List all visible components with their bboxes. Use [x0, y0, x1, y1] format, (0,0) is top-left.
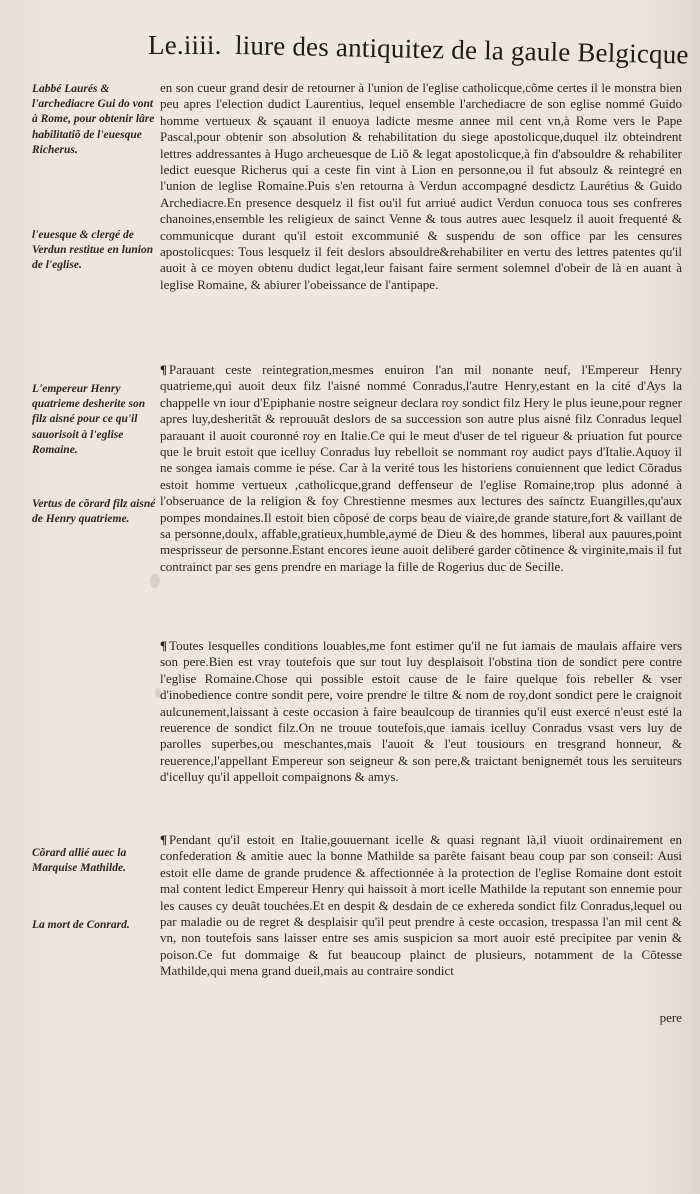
folio-number: Le.iiii. [148, 30, 222, 60]
paragraph-4-text: Pendant qu'il estoit en Italie,gouuernant icelle & quasi regnant là,il viuoit ordinairement en confederation & amitie auec la bonne Mathilde sa parête faisant beau coup par son conseil: Ausi estoit elle dame de grande prudence & affectionnée à la protection de l'eglise Romaine dont estoit mal content ledict Empereur Henry qui haissoit à mort icelle Mathilde la reputant son ennemie pour les causes cy deuãt touchées.Et en despit & desdain de ce exhereda sondict filz Conradus,lequel ou par maladie ou de regret & desplaisir qu'il peut prendre à ceste occasion, trespassa l'an mil cent & vn, non toutefois sans laisser entre ses amis suspicion sa mort auoir esté precipitee par venin & poison.Ce fut dommaige & fut beaucoup plainct de plusieurs, notamment de la Cõtesse Mathilde,qui mena grand dueil,mais au contraire sondict [160, 832, 682, 979]
catchword: pere [659, 1010, 682, 1025]
margin-note-conrad-mathilde: Cõrard allié auec la Marquise Mathilde. [32, 847, 127, 875]
paragraph-2 [160, 362, 682, 575]
margin-note-conrad-virtues: Vertus de cõrard filz aisné de Henry quatrieme. [32, 498, 156, 526]
pilcrow-mark: ¶ [160, 362, 168, 377]
running-title: liure des antiquitez de la gaule Belgicque [234, 30, 689, 70]
catchword-line [160, 1010, 682, 1026]
running-header [148, 30, 689, 70]
margin-note-emperor-henry: L'empereur Henry quatrieme desherite son filz aisné pour ce qu'il sauorisoit à l'eglise Romaine. [32, 383, 146, 456]
paper-stain [155, 688, 161, 698]
paragraph-2-text: Parauant ceste reintegration,mesmes enuiron l'an mil nonante neuf, l'Empereur Henry quatrieme,qui auoit deux filz l'aisné nommé Conradus,l'autre Henry,estant en la cité d'Ays la chappelle vn iour d'Epiphanie nostre seigneur declara roy sondict filz Hery le plus ieune,pour regner apres luy,desheritãt & reprouuãt deslors de sa succession son autre plus aisné filz Conradus lequel parauant il auoit couronné roy en Italie.Ce qui le meut d'user de tel rigueur & priuation fut pource que le bruit estoit que icelluy Conradus luy rebelloit se nommant roy audict pays d'Italie.Aquoy il ne songea iamais comme ie pése. Car à la verité tous les historiens conuiennent que ledict Cõradus estoit homme vertueux ,catholicque,grand deffenseur de l'eglise Romaine,trop plus adonné à l'obseruance de la religion & foy Chrestienne mesmes aux lectures des saínctz Euangilles,qu'aux pompes mondaines.Il estoit bien cõposé de corps beau de viaire,de grande stature,fort & vaillant de sa personne,doulx, affable,gratieux,humble,aymé de Dieu & des hommes, liberal aux pauures,point mesprisseur de personne.Estant encores ieune auoit deliberé garder cõtinence & virginite,mais il fut contrainct par ses gens prendre en mariage la fille de Rogerius duc de Secille. [160, 362, 682, 574]
pilcrow-mark: ¶ [160, 832, 168, 847]
paragraph-3 [160, 638, 682, 786]
paragraph-4 [160, 832, 682, 980]
margin-note-abbe-laurens: Labbé Laurés & l'archediacre Gui do vont à Rome, pour obtenir lâre habilitatiõ de l'euesque Richerus. [32, 83, 155, 156]
text-block-4 [160, 832, 682, 980]
paragraph-1: en son cueur grand desir de retourner à l'union de l'eglise catholicque,cõme certes il le monstra bien peu apres l'election dudict Laurentius, lequel ensemble l'archediacre de son eglise nommé Guido homme vertueux & sçauant il enuoya ladicte mesme annee mil cent vn,à Rome vers le Pape Pascal,pour obtenir son absolution & rehabilitation du siege apostolicque,duquel ilz obteindrent lettres addressantes à Hugo archeuesque de Liõ & legat apostolicque,à fin d'absouldre & rehabiliter ledict euesque Richerus qui a ceste fin vint à Lion en personne,ou il fut absoulz & reintegré en l'union de leglise Romaine.Puis s'en retourna à Verdun accompagné desdictz Laurétius & Guido Archediacre.En presence desquelz il fist ou'il fut arriué audict Verdun conuoca tous ses confreres chanoines,ensemble les religieux de sainct Venne & tous autres auec lesquelz il auoit frequenté & communicque durant qu'il estoit excommunié & suspendu de son office par les censures apostolicques: Tous lesquelz il feit deslors absouldre&rehabiliter en vertu des lettres patentes qu'il auoit à ce moyen obtenu dudict legat,leur faisant faire serment solemnel d'obeir de là en auant à leglise Romaine, & abiurer l'obeissance de l'antipape. [160, 80, 682, 292]
text-block-1 [160, 80, 682, 293]
paragraph-3-text: Toutes lesquelles conditions louables,me font estimer qu'il ne fut iamais de maulais affaire vers son pere.Bien est vray toutefois que sur tout luy desplaisoit l'obstina tion de sondict pere contre l'eglise Romaine.Chose qui possible estoit cause de le faire quelque fois rebeller & vser d'inobedience contre sondit pere, voire prendre le tiltre & nom de roy,dont sondict pere le craignoit aulcunement,laissant à ceste occasion à faire beaulcoup de tirannies qu'il eust exercé n'eust esté la reuerence de sondict filz.On ne trouue toutefois,que iamais icelluy Conradus vsast vers luy de parolles superbes,ou meschantes,mais l'auoit & l'eut tousiours en tresgrand honneur, & reuerence,l'appellant Empereur son seigneur & son pere,& traictant benignemét tous les seruiteurs d'icelluy qu'il appelloit compaignons & amys. [160, 638, 682, 785]
pilcrow-mark: ¶ [160, 638, 168, 653]
text-block-2 [160, 362, 682, 575]
margin-note-death-of-conrad: La mort de Conrard. [32, 919, 130, 931]
text-block-3 [160, 638, 682, 786]
margin-note-verdun-clergy: l'euesque & clergé de Verdun restitue en lunion de l'eglise. [32, 229, 154, 272]
paper-stain [150, 574, 160, 588]
